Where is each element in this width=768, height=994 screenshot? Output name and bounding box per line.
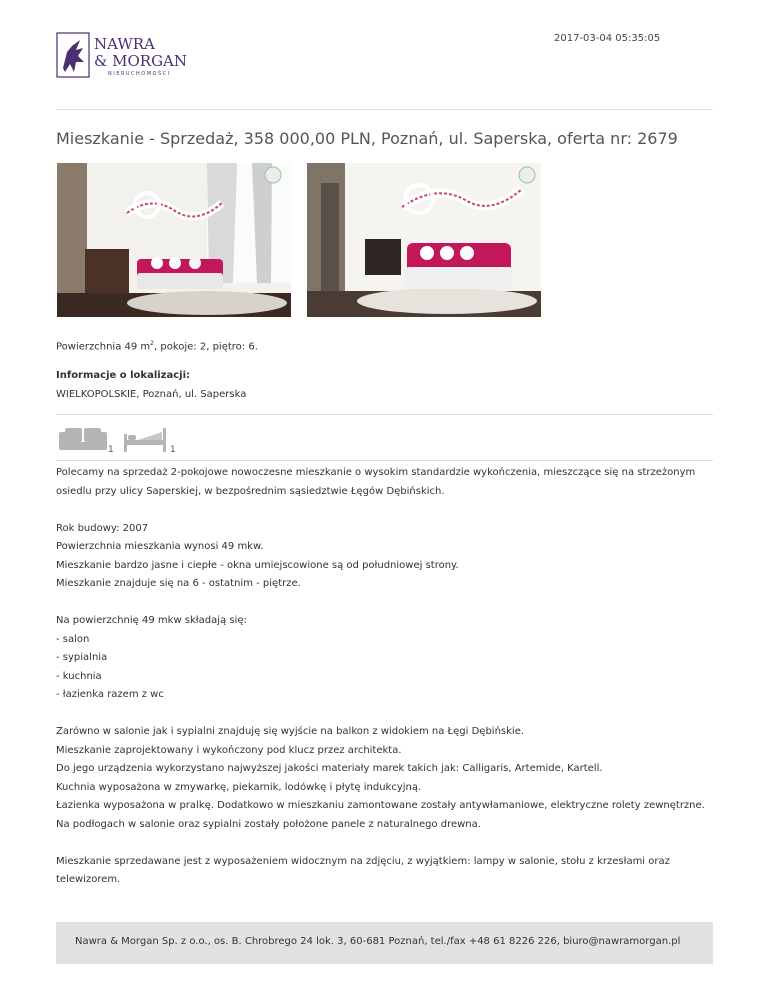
- company-logo[interactable]: [56, 32, 196, 80]
- description-line: Mieszkanie zaprojektowany i wykończony pod klucz przez architekta.: [56, 744, 402, 756]
- description-line: Kuchnia wyposażona w zmywarkę, piekarnik, lodówkę i płytę indukcyjną.: [56, 781, 422, 793]
- bed-icon: [124, 428, 168, 452]
- header-divider: [56, 109, 713, 110]
- logo-tagline: NIERUCHOMOŚCI: [108, 71, 171, 77]
- photo-living-room-icon: [57, 163, 291, 317]
- description-intro: Polecamy na sprzedaż 2-pokojowe nowoczesne mieszkanie o wysokim standardzie wykończenia, mieszczące się na strzeżonym osiedlu przy ulicy Saperskiej, w bezpośrednim sąsiedztwie Łęgów Dębińskich.: [56, 467, 696, 497]
- winged-lion-logo-icon: [56, 32, 196, 80]
- summary-suffix: , pokoje: 2, piętro: 6.: [154, 341, 258, 353]
- features-bottom-divider: [56, 460, 713, 461]
- footer-bar: [56, 922, 713, 964]
- location-heading-text: Informacje o lokalizacji:: [56, 370, 191, 381]
- bed-count: 1: [170, 445, 176, 455]
- description-line: Rok budowy: 2007: [56, 522, 149, 534]
- description-line: - sypialnia: [56, 652, 108, 663]
- description-line: Do jego urządzenia wykorzystano najwyższej jakości materiały marek takich jak: Calligaris, Artemide, Kartell.: [56, 763, 603, 774]
- logo-line1: NAWRA: [94, 35, 155, 53]
- description-outro: Mieszkanie sprzedawane jest z wyposażeniem widocznym na zdjęciu, z wyjątkiem: lampy w salonie, stołu z krzesłami oraz telewizorem.: [56, 855, 670, 885]
- footer-contact: Nawra & Morgan Sp. z o.o., os. B. Chrobrego 24 lok. 3, 60-681 Poznań, tel./fax +48 61 8226 226, biuro@nawramorgan.pl: [75, 936, 681, 947]
- description-line: Łazienka wyposażona w pralkę. Dodatkowo w mieszkaniu zamontowane zostały antywłamaniowe, elektryczne rolety zewnętrzne.: [56, 800, 705, 811]
- summary-sup: 2: [150, 340, 154, 347]
- sofa-icon: [59, 428, 107, 452]
- photo-living-room-2-icon: [307, 163, 541, 317]
- listing-summary: [56, 340, 258, 352]
- listing-description: [56, 464, 716, 890]
- location-heading: [56, 370, 190, 381]
- sofa-count: 1: [108, 445, 114, 455]
- summary-prefix: Powierzchnia 49 m: [56, 341, 151, 353]
- features-top-divider: [56, 414, 713, 415]
- description-line: Powierzchnia mieszkania wynosi 49 mkw.: [56, 541, 264, 552]
- description-line: Mieszkanie znajduje się na 6 - ostatnim - piętrze.: [56, 578, 301, 589]
- description-line: Na podłogach w salonie oraz sypialni zostały położone panele z naturalnego drewna.: [56, 818, 481, 830]
- description-line: Zarówno w salonie jak i sypialni znajduję się wyjście na balkon z widokiem na Łęgi Dębińskie.: [56, 726, 525, 737]
- description-line: - kuchnia: [56, 670, 102, 682]
- listing-photo-1[interactable]: [57, 163, 291, 317]
- listing-photo-2[interactable]: [307, 163, 541, 317]
- description-line: Na powierzchnię 49 mkw składają się:: [56, 615, 247, 626]
- description-line: - salon: [56, 633, 90, 645]
- description-line: - łazienka razem z wc: [56, 689, 164, 700]
- description-line: Mieszkanie bardzo jasne i ciepłe - okna umiejscowione są od południowej strony.: [56, 559, 459, 571]
- page-title: Mieszkanie - Sprzedaż, 358 000,00 PLN, Poznań, ul. Saperska, oferta nr: 2679: [56, 129, 678, 148]
- logo-line2: & MORGAN: [94, 52, 188, 70]
- print-timestamp: 2017-03-04 05:35:05: [554, 33, 661, 44]
- features-row: [56, 425, 256, 455]
- location-value: WIELKOPOLSKIE, Poznań, ul. Saperska: [56, 389, 247, 400]
